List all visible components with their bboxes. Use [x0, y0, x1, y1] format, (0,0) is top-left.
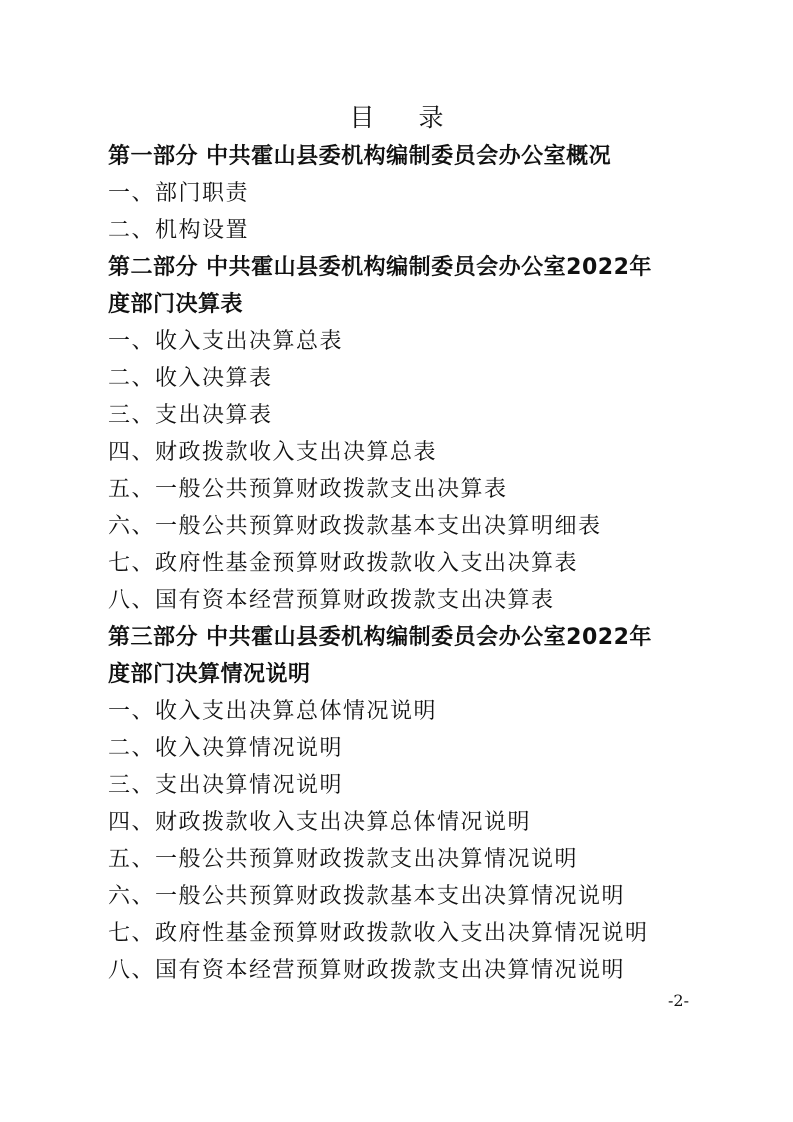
toc-item: 七、政府性基金预算财政拨款收入支出决算情况说明: [108, 921, 649, 946]
toc-item: 一、部门职责: [108, 181, 250, 206]
toc-part-3-heading-line-1: 第三部分 中共霍山县委机构编制委员会办公室2022年: [108, 625, 652, 650]
toc-item: 五、一般公共预算财政拨款支出决算情况说明: [108, 847, 579, 872]
toc-item: 八、国有资本经营预算财政拨款支出决算表: [108, 588, 555, 613]
toc-item: 七、政府性基金预算财政拨款收入支出决算表: [108, 551, 579, 576]
toc-item: 四、财政拨款收入支出决算总表: [108, 440, 438, 465]
toc-item: 三、支出决算情况说明: [108, 773, 344, 798]
toc-item: 五、一般公共预算财政拨款支出决算表: [108, 477, 508, 502]
toc-part-2-heading-line-2: 度部门决算表: [108, 292, 244, 317]
toc-item: 四、财政拨款收入支出决算总体情况说明: [108, 810, 532, 835]
toc-item: 一、收入支出决算总体情况说明: [108, 699, 438, 724]
page-number: -2-: [668, 991, 689, 1010]
toc-item: 六、一般公共预算财政拨款基本支出决算明细表: [108, 514, 602, 539]
toc-item: 二、收入决算情况说明: [108, 736, 344, 761]
toc-title: 目 录: [349, 103, 462, 132]
toc-item: 二、机构设置: [108, 218, 250, 243]
toc-item: 六、一般公共预算财政拨款基本支出决算情况说明: [108, 884, 626, 909]
table-of-contents: [108, 138, 708, 989]
toc-item: 一、收入支出决算总表: [108, 329, 344, 354]
toc-part-3-heading-line-2: 度部门决算情况说明: [108, 662, 311, 687]
toc-item: 三、支出决算表: [108, 403, 273, 428]
toc-part-1-heading: 第一部分 中共霍山县委机构编制委员会办公室概况: [108, 144, 612, 169]
toc-item: 二、收入决算表: [108, 366, 273, 391]
toc-item: 八、国有资本经营预算财政拨款支出决算情况说明: [108, 958, 626, 983]
toc-part-2-heading-line-1: 第二部分 中共霍山县委机构编制委员会办公室2022年: [108, 255, 652, 280]
